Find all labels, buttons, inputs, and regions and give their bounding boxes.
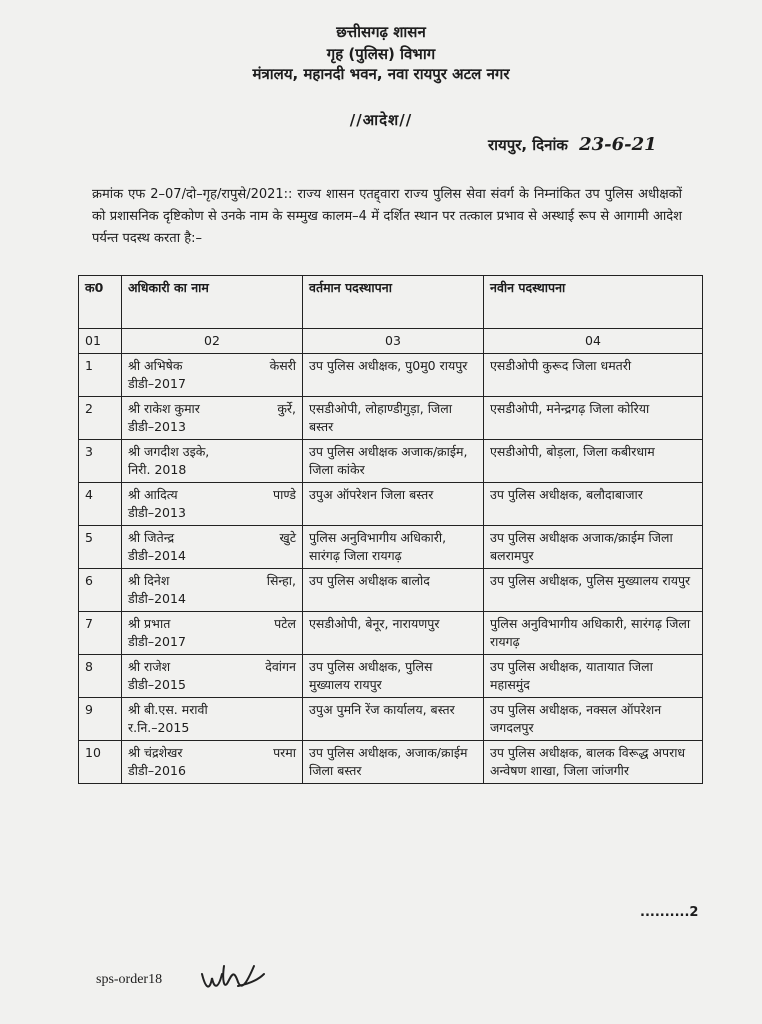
officer-surname: केसरी: [269, 358, 296, 373]
table-row: [79, 741, 703, 784]
officer-surname: सिन्हा,: [266, 573, 296, 588]
current-posting: उप पुलिस अधीक्षक, पुलिस मुख्यालय रायपुर: [303, 655, 484, 698]
current-posting: उप पुलिस अधीक्षक बालोद: [303, 569, 484, 612]
new-posting: उप पुलिस अधीक्षक अजाक/क्राईम जिला बलरामपुर: [484, 526, 703, 569]
transfer-table: [78, 275, 703, 784]
officer-name: [122, 397, 303, 440]
officer-name-part: श्री राजेश: [128, 659, 171, 674]
officer-name: [122, 483, 303, 526]
table-row: [79, 526, 703, 569]
officer-surname: पाण्डे: [273, 487, 296, 502]
date-line: [488, 134, 657, 155]
table-row: [79, 354, 703, 397]
officer-batch: डीडी–2017: [128, 634, 186, 649]
header-address: मंत्रालय, महानदी भवन, नवा रायपुर अटल नगर: [252, 65, 510, 83]
serial-number: 6: [79, 569, 122, 612]
new-posting: उप पुलिस अधीक्षक, यातायात जिला महासमुंद: [484, 655, 703, 698]
officer-name: [122, 354, 303, 397]
serial-number: 3: [79, 440, 122, 483]
serial-number: 7: [79, 612, 122, 655]
current-posting: उपुअ पुमनि रेंज कार्यालय, बस्तर: [303, 698, 484, 741]
current-posting: उप पुलिस अधीक्षक, अजाक/क्राईम जिला बस्तर: [303, 741, 484, 784]
officer-name: [122, 526, 303, 569]
current-posting: उप पुलिस अधीक्षक, पु0मु0 रायपुर: [303, 354, 484, 397]
header-government: छत्तीसगढ़ शासन: [336, 23, 426, 41]
table-row: [79, 612, 703, 655]
officer-surname: खुटे: [279, 530, 296, 545]
column-number: 02: [122, 329, 303, 354]
officer-name-part: श्री जगदीश उइके,: [128, 444, 210, 459]
table-row: [79, 655, 703, 698]
officer-name-part: श्री आदित्य: [128, 487, 178, 502]
new-posting: पुलिस अनुविभागीय अधिकारी, सारंगढ़ जिला रायगढ़: [484, 612, 703, 655]
serial-number: 1: [79, 354, 122, 397]
signature-icon: [198, 960, 268, 996]
officer-batch: डीडी–2015: [128, 677, 186, 692]
officer-batch: डीडी–2013: [128, 505, 186, 520]
document-reference: sps-order18: [96, 972, 163, 987]
current-posting: पुलिस अनुविभागीय अधिकारी, सारंगढ़ जिला रायगढ़: [303, 526, 484, 569]
officer-batch: डीडी–2017: [128, 376, 186, 391]
officer-name: [122, 612, 303, 655]
new-posting: उप पुलिस अधीक्षक, बालक विरूद्ध अपराध अन्वेषण शाखा, जिला जांजगीर: [484, 741, 703, 784]
current-posting: उप पुलिस अधीक्षक अजाक/क्राईम, जिला कांकेर: [303, 440, 484, 483]
table-header-row: [79, 276, 703, 329]
officer-batch: डीडी–2016: [128, 763, 186, 778]
officer-name-part: श्री बी.एस. मरावी: [128, 702, 208, 717]
officer-surname: परमा: [273, 745, 296, 760]
officer-name: [122, 655, 303, 698]
officer-name: [122, 569, 303, 612]
new-posting: उप पुलिस अधीक्षक, नक्सल ऑपरेशन जगदलपुर: [484, 698, 703, 741]
officer-name-part: श्री अभिषेक: [128, 358, 183, 373]
current-posting: एसडीओपी, बेनूर, नारायणपुर: [303, 612, 484, 655]
table-row: [79, 440, 703, 483]
new-posting: उप पुलिस अधीक्षक, बलौदाबाजार: [484, 483, 703, 526]
header-officer-name: अधिकारी का नाम: [122, 276, 303, 329]
officer-name: [122, 440, 303, 483]
new-posting: उप पुलिस अधीक्षक, पुलिस मुख्यालय रायपुर: [484, 569, 703, 612]
officer-name-part: श्री दिनेश: [128, 573, 170, 588]
officer-batch: निरी. 2018: [128, 462, 187, 477]
officer-name-part: श्री चंद्रशेखर: [128, 745, 183, 760]
officer-surname: पटेल: [274, 616, 296, 631]
column-number: 01: [79, 329, 122, 354]
header-current-posting: वर्तमान पदस्थापना: [303, 276, 484, 329]
officer-name-part: श्री राकेश कुमार: [128, 401, 200, 416]
order-intro-paragraph: क्रमांक एफ 2–07/दो–गृह/रापुसे/2021:: राज्य शासन एतद्द्वारा राज्य पुलिस सेवा संवर्ग के निम्नांकित उप पुलिस अधीक्षकों को प्रशासनिक दृष्टिकोण से उनके नाम के सम्मुख कालम–4 में दर्शित स्थान पर तत्काल प्रभाव से अस्थाई रूप से आगामी आदेश पर्यन्त पदस्थ करता है:–: [92, 187, 682, 246]
column-number: 03: [303, 329, 484, 354]
officer-batch: र.नि.–2015: [128, 720, 190, 735]
column-number: 04: [484, 329, 703, 354]
table-row: [79, 483, 703, 526]
current-posting: उपुअ ऑपरेशन जिला बस्तर: [303, 483, 484, 526]
header-serial: क0: [79, 276, 122, 329]
officer-batch: डीडी–2014: [128, 591, 186, 606]
new-posting: एसडीओपी, मनेन्द्रगढ़ जिला कोरिया: [484, 397, 703, 440]
officer-name: [122, 741, 303, 784]
new-posting: एसडीओपी, बोड़ला, जिला कबीरधाम: [484, 440, 703, 483]
serial-number: 5: [79, 526, 122, 569]
serial-number: 4: [79, 483, 122, 526]
column-number-row: [79, 329, 703, 354]
serial-number: 2: [79, 397, 122, 440]
officer-batch: डीडी–2013: [128, 419, 186, 434]
order-heading: //आदेश//: [349, 111, 413, 129]
table-row: [79, 397, 703, 440]
officer-name: [122, 698, 303, 741]
officer-name-part: श्री जितेन्द्र: [128, 530, 175, 545]
table-row: [79, 569, 703, 612]
table-row: [79, 698, 703, 741]
handwritten-date: 23-6-21: [579, 134, 657, 155]
header-department: गृह (पुलिस) विभाग: [326, 45, 436, 63]
officer-batch: डीडी–2014: [128, 548, 186, 563]
serial-number: 9: [79, 698, 122, 741]
officer-name-part: श्री प्रभात: [128, 616, 171, 631]
serial-number: 8: [79, 655, 122, 698]
officer-surname: देवांगन: [265, 659, 296, 674]
new-posting: एसडीओपी कुरूद जिला धमतरी: [484, 354, 703, 397]
serial-number: 10: [79, 741, 122, 784]
officer-surname: कुर्रे,: [277, 401, 296, 416]
header-new-posting: नवीन पदस्थापना: [484, 276, 703, 329]
continuation-marker: ..........2: [640, 905, 699, 920]
current-posting: एसडीओपी, लोहाण्डीगुड़ा, जिला बस्तर: [303, 397, 484, 440]
date-prefix: रायपुर, दिनांक: [488, 136, 568, 154]
